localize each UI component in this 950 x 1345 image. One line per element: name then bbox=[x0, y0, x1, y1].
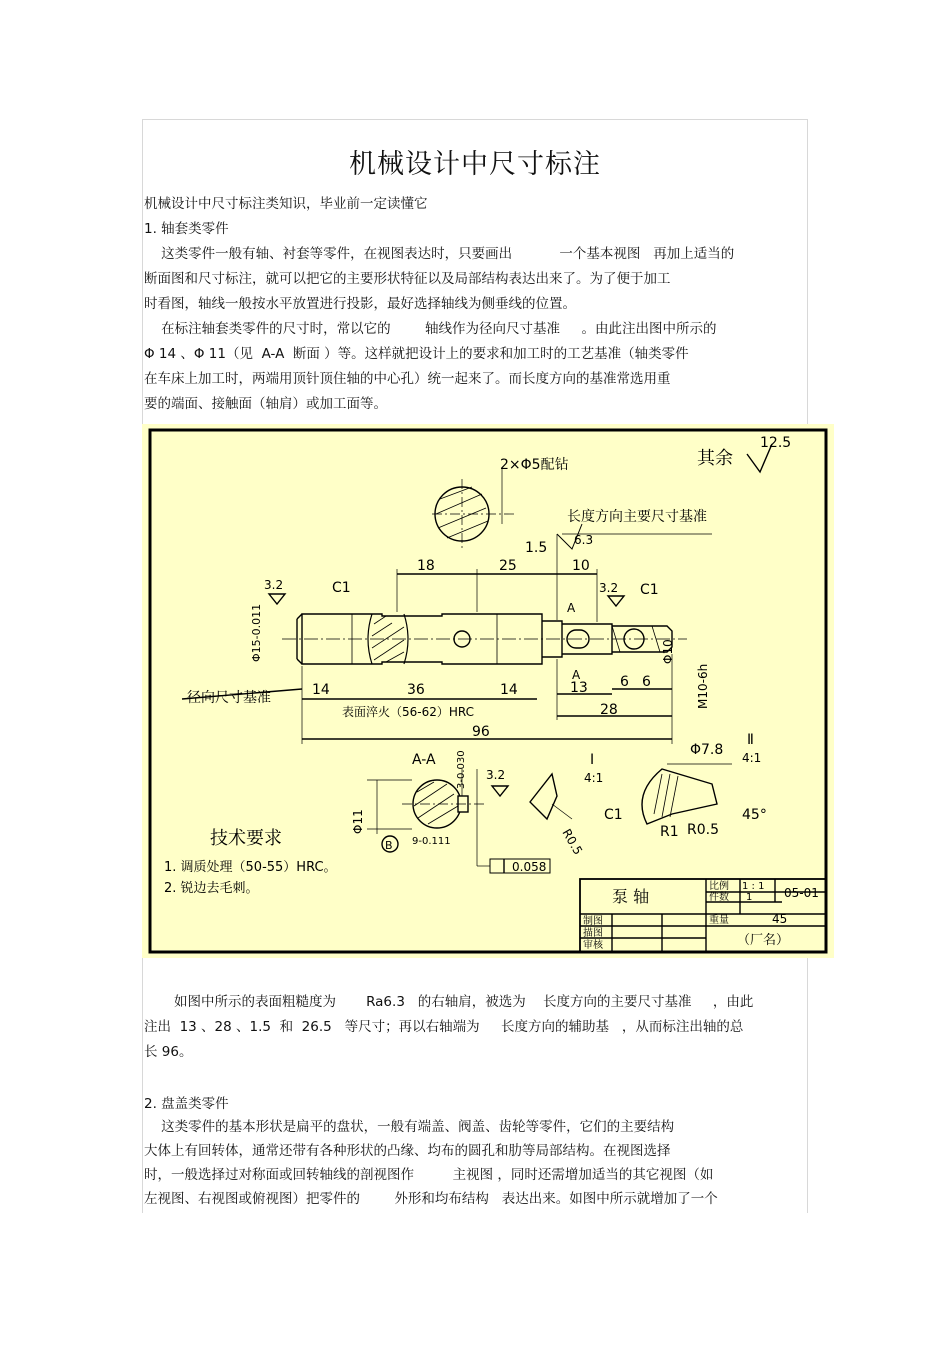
paragraph-line: 如图中所示的表面粗糙度为 Ra6.3 的右轴肩，被选为 长度方向的主要尺寸基准 ，由此 bbox=[144, 994, 754, 1010]
svg-text:1.5: 1.5 bbox=[525, 540, 548, 556]
paragraph-line: 在标注轴套类零件的尺寸时，常以它的 轴线作为径向尺寸基准 。由此注出图中所示的 bbox=[144, 321, 717, 337]
section2-heading: 2. 盘盖类零件 bbox=[144, 1096, 229, 1112]
svg-text:制图: 制图 bbox=[583, 916, 603, 927]
svg-text:描图: 描图 bbox=[583, 928, 603, 939]
svg-text:25: 25 bbox=[499, 558, 517, 574]
svg-text:M10-6h: M10-6h bbox=[696, 663, 710, 709]
paragraph-line: 左视图、右视图或俯视图）把零件的 外形和均布结构 表达出来。如图中所示就增加了一个 bbox=[144, 1191, 718, 1207]
paragraph-line: 在车床上加工时，两端用顶针顶住轴的中心孔）统一起来了。而长度方向的基准常选用重 bbox=[144, 371, 671, 387]
svg-text:6: 6 bbox=[642, 674, 651, 690]
svg-text:3.2: 3.2 bbox=[264, 578, 284, 592]
svg-text:14: 14 bbox=[500, 682, 518, 698]
roughness-other-value: 12.5 bbox=[760, 435, 792, 451]
paragraph-line: 时看图，轴线一般按水平放置进行投影，最好选择轴线为侧垂线的位置。 bbox=[144, 296, 576, 312]
svg-text:B: B bbox=[385, 839, 393, 852]
tech-requirement-item: 2. 锐边去毛刺。 bbox=[164, 881, 259, 896]
svg-text:C1: C1 bbox=[640, 582, 659, 598]
svg-text:18: 18 bbox=[417, 558, 435, 574]
intro-text: 机械设计中尺寸标注类知识，毕业前一定读懂它 bbox=[144, 196, 428, 212]
svg-text:4:1: 4:1 bbox=[584, 771, 604, 785]
paragraph-line: 这类零件一般有轴、衬套等零件，在视图表达时，只要画出 一个基本视图 再加上适当的 bbox=[144, 246, 735, 262]
svg-text:Φ7.8: Φ7.8 bbox=[690, 742, 724, 758]
svg-text:重量: 重量 bbox=[709, 915, 729, 926]
svg-text:R0.5: R0.5 bbox=[687, 822, 719, 838]
svg-text:Ⅰ: Ⅰ bbox=[590, 752, 595, 768]
paragraph-line: 注出 13 、28 、1.5 和 26.5 等尺寸；再以右轴端为 长度方向的辅助基 ，从而标注出轴的总 bbox=[144, 1019, 744, 1035]
paragraph-line: 要的端面、接触面（轴肩）或加工面等。 bbox=[144, 396, 387, 412]
svg-text:4:1: 4:1 bbox=[742, 751, 762, 765]
section1-heading: 1. 轴套类零件 bbox=[144, 221, 229, 237]
svg-text:1 : 1: 1 : 1 bbox=[742, 881, 765, 892]
radial-datum-label: 径向尺寸基准 bbox=[187, 690, 271, 706]
svg-text:36: 36 bbox=[407, 682, 425, 698]
svg-text:A: A bbox=[572, 668, 581, 682]
paragraph-line: 大体上有回转体，通常还带有各种形状的凸缘、均布的圆孔和肋等局部结构。在视图选择 bbox=[144, 1143, 671, 1159]
svg-text:6.3: 6.3 bbox=[574, 533, 594, 547]
page-title: 机械设计中尺寸标注 bbox=[349, 149, 601, 180]
hardening-label: 表面淬火（56-62）HRC bbox=[342, 705, 475, 719]
svg-text:R1: R1 bbox=[660, 824, 679, 840]
part-name: 泵 轴 bbox=[612, 887, 650, 906]
length-datum-label: 长度方向主要尺寸基准 bbox=[567, 509, 707, 525]
svg-text:C1: C1 bbox=[604, 807, 623, 823]
paragraph-line: 长 96。 bbox=[144, 1044, 193, 1060]
svg-text:Φ15-0.011: Φ15-0.011 bbox=[250, 603, 263, 662]
svg-text:件数: 件数 bbox=[709, 892, 729, 903]
svg-text:0.058: 0.058 bbox=[512, 860, 547, 874]
svg-text:13: 13 bbox=[570, 680, 588, 696]
svg-text:3-0.030: 3-0.030 bbox=[456, 750, 467, 789]
shaft-engineering-drawing bbox=[142, 424, 834, 958]
svg-text:C1: C1 bbox=[332, 580, 351, 596]
svg-text:10: 10 bbox=[572, 558, 590, 574]
svg-text:Φ10: Φ10 bbox=[661, 639, 675, 664]
svg-text:A: A bbox=[567, 601, 576, 615]
svg-text:96: 96 bbox=[472, 724, 490, 740]
tech-requirements-title: 技术要求 bbox=[210, 828, 282, 849]
roughness-other-label: 其余 bbox=[697, 448, 733, 469]
svg-text:Φ11: Φ11 bbox=[351, 809, 365, 834]
tech-requirement-item: 1. 调质处理（50-55）HRC。 bbox=[164, 860, 337, 875]
company-name: （厂名） bbox=[737, 933, 790, 948]
note-holes: 2×Φ5配钻 bbox=[500, 457, 569, 473]
svg-text:6: 6 bbox=[620, 674, 629, 690]
svg-text:Ⅱ: Ⅱ bbox=[747, 732, 754, 748]
paragraph-line: 时，一般选择过对称面或回转轴线的剖视图作 主视图 ，同时还需增加适当的其它视图（如 bbox=[144, 1167, 714, 1183]
svg-text:A-A: A-A bbox=[412, 752, 436, 768]
paragraph-line: Φ 14 、Φ 11（见 A-A 断面 ）等。这样就把设计上的要求和加工时的工艺基准（轴类零件 bbox=[144, 346, 689, 362]
svg-text:审核: 审核 bbox=[583, 940, 603, 951]
svg-text:3.2: 3.2 bbox=[486, 768, 506, 782]
svg-text:1: 1 bbox=[746, 892, 753, 903]
svg-text:45°: 45° bbox=[742, 807, 767, 823]
svg-text:3.2: 3.2 bbox=[599, 581, 619, 595]
svg-text:比例: 比例 bbox=[709, 881, 729, 892]
paragraph-line: 这类零件的基本形状是扁平的盘状，一般有端盖、阀盖、齿轮等零件，它们的主要结构 bbox=[144, 1119, 675, 1135]
svg-text:9-0.111: 9-0.111 bbox=[412, 836, 451, 847]
paragraph-line: 断面图和尺寸标注，就可以把它的主要形状特征以及局部结构表达出来了。为了便于加工 bbox=[144, 271, 671, 287]
svg-text:14: 14 bbox=[312, 682, 330, 698]
material: 45 bbox=[772, 912, 788, 926]
svg-text:28: 28 bbox=[600, 702, 618, 718]
svg-text:R0.5: R0.5 bbox=[559, 826, 586, 858]
drawing-number: 05-01 bbox=[784, 886, 819, 900]
